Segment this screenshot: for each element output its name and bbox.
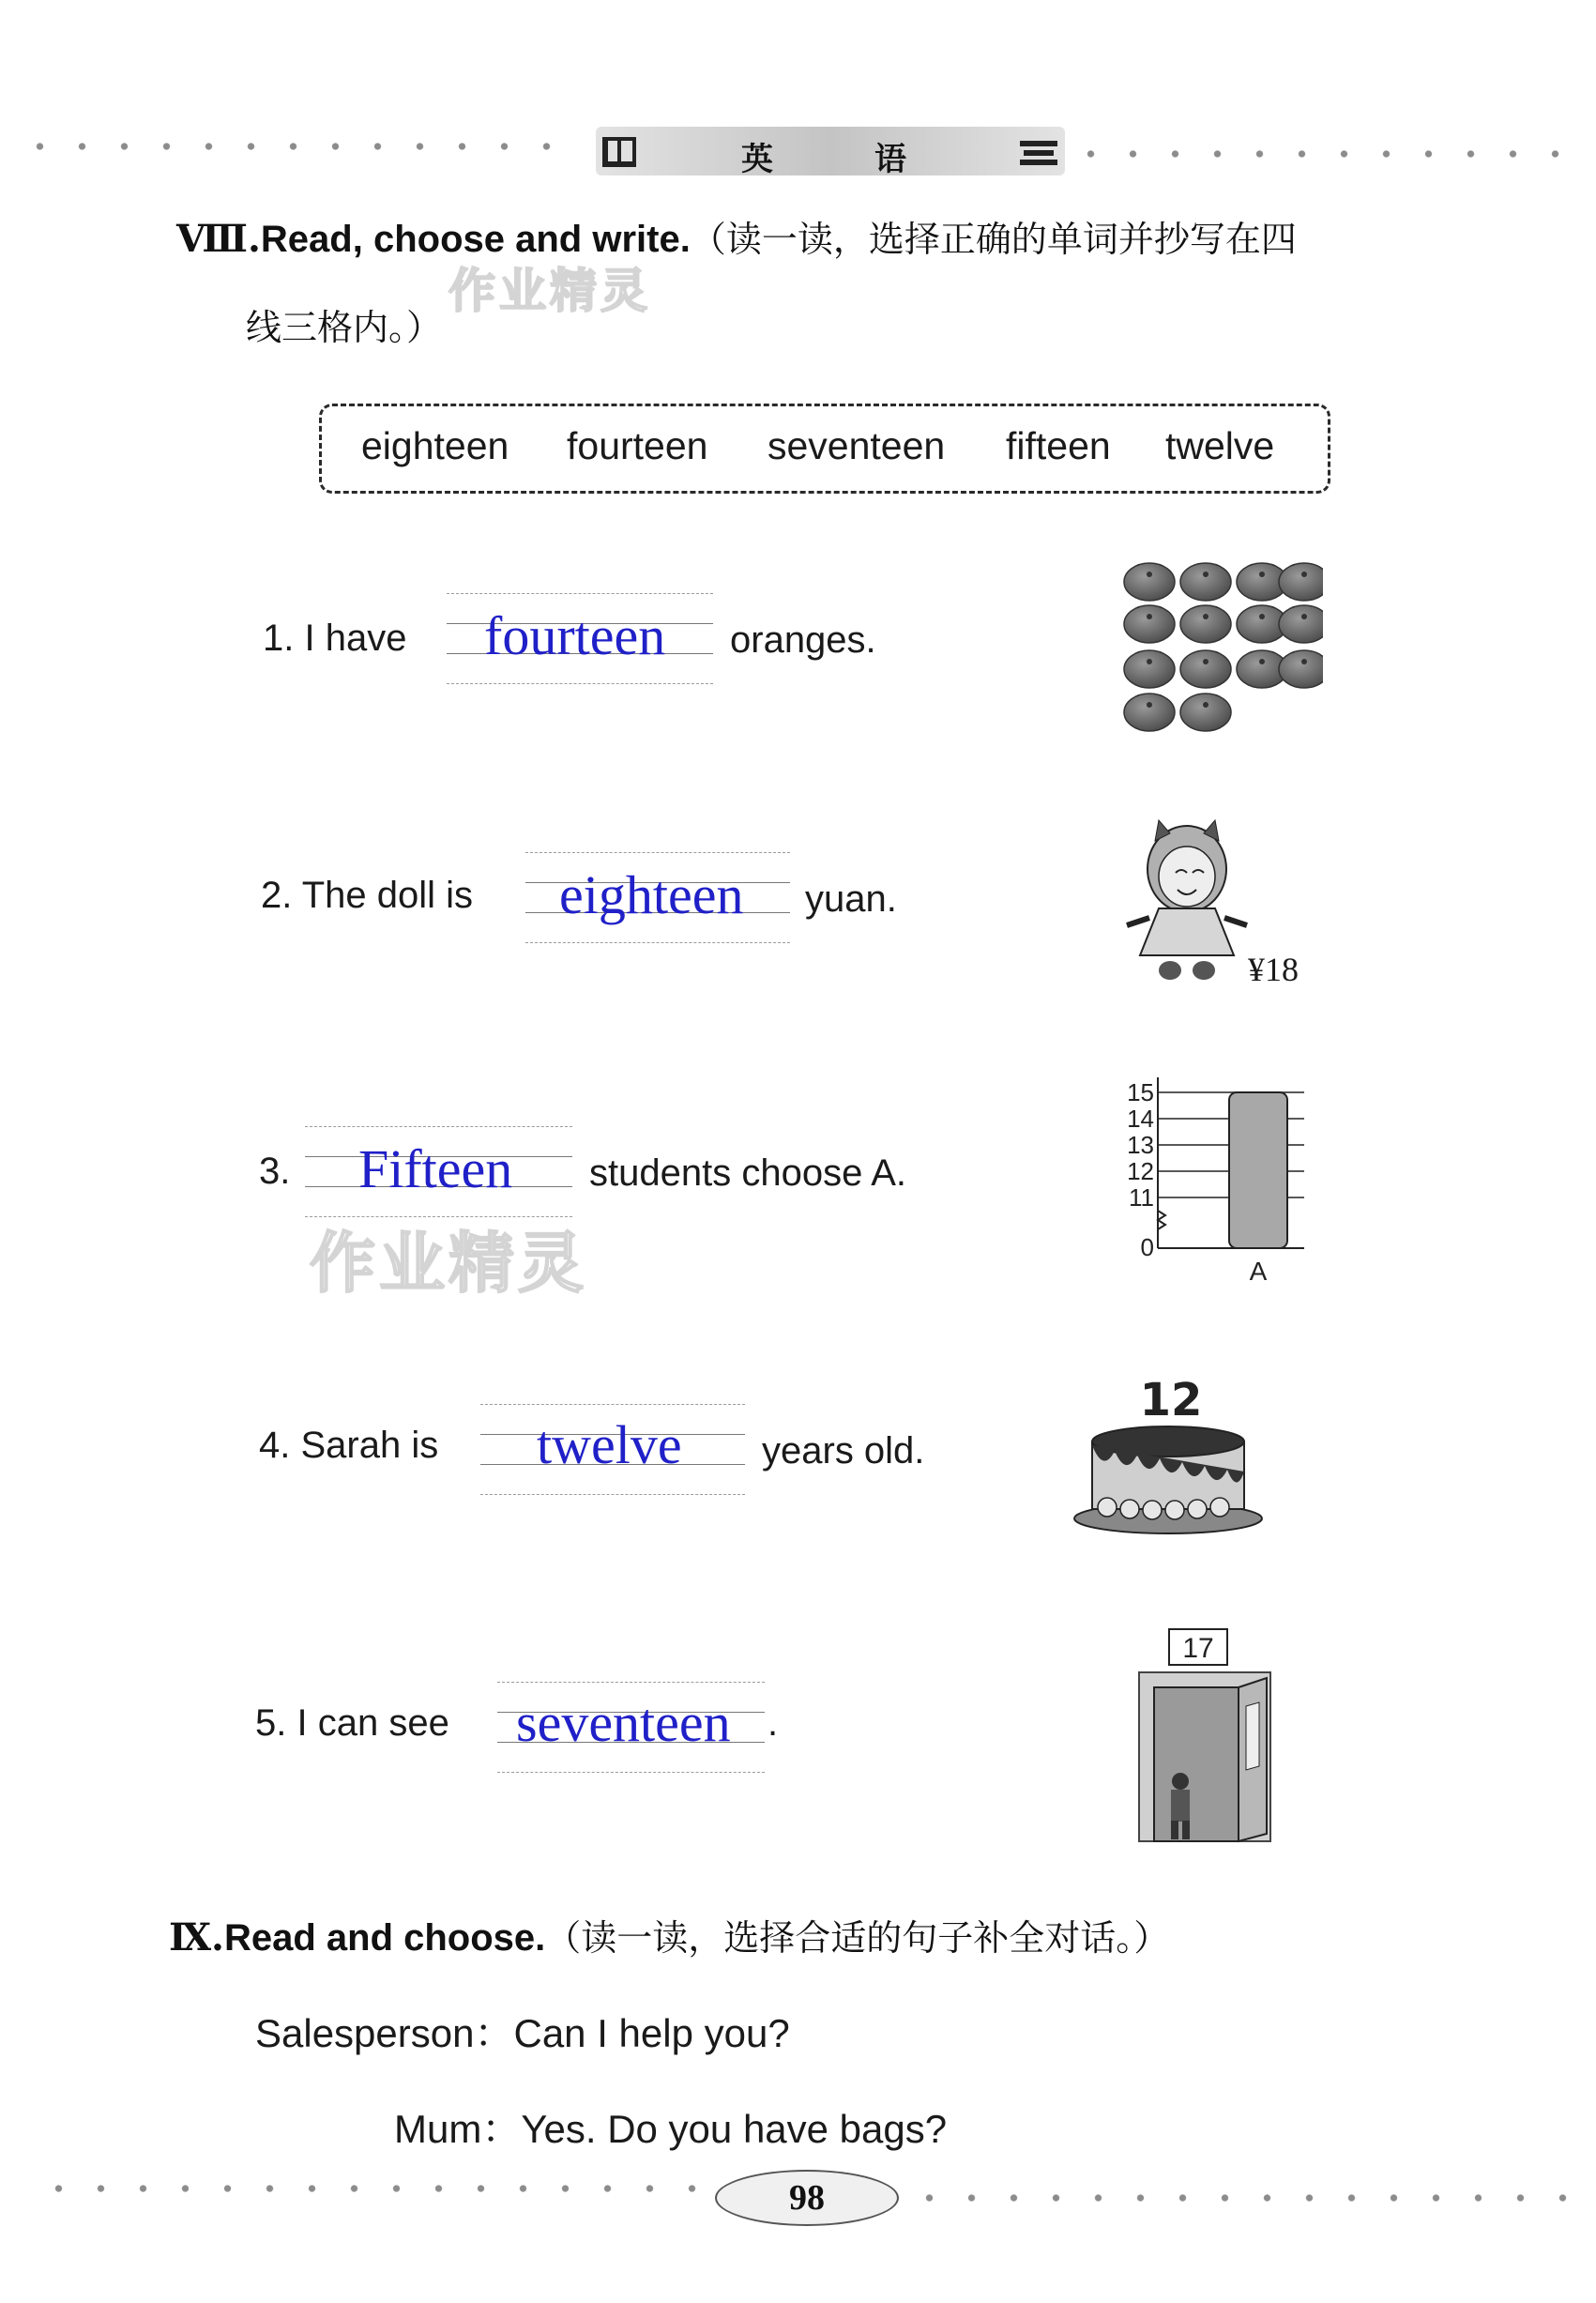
chart-tick-label: 14 [1127,1105,1154,1133]
question-text-before: I can see [296,1702,449,1744]
question-number: 1. [263,618,295,659]
footer-dots-left [38,2185,704,2192]
dialogue-text: Can I help you? [513,2011,790,2055]
section-8-numeral: Ⅷ. [176,217,261,261]
dialogue-line-2 [394,2098,947,2155]
answer-1: fourteen [484,605,666,666]
word-bank-item: seventeen [768,424,946,467]
price-tag: ¥18 [1248,951,1299,988]
dialogue-speaker: Mum： [394,2107,522,2151]
question-text-before: I have [304,618,407,659]
section-9-instruction: （读一读，选择合适的句子补全对话。） [545,1917,1170,1959]
question-4-after: years old. [762,1430,925,1472]
chart-tick-label: 12 [1127,1157,1154,1185]
question-4 [259,1425,438,1467]
header-subject-left: 英 [741,141,773,178]
question-3-after: students choose A. [589,1152,907,1194]
answer-2: eighteen [559,864,744,925]
section-9-title: Read and choose. [223,1917,546,1959]
dialogue-speaker: Salesperson： [255,2011,514,2055]
chart-tick-label: 13 [1127,1131,1154,1159]
chart-tick-label: 11 [1129,1183,1154,1212]
word-bank-item: fifteen [1006,424,1111,467]
header-dots-right [1070,150,1576,158]
cake-number: 12 [1139,1376,1203,1426]
pencil-box-icon [1018,137,1059,171]
question-1 [263,618,406,660]
header-dots-left [19,143,582,150]
page-number: 98 [715,2170,899,2226]
section-8-instruction: （读一读，选择正确的单词并抄写在四 [690,219,1297,260]
section-8-title: Read, choose and write. [260,219,691,260]
oranges-image [1079,558,1323,737]
question-5-after: . [768,1702,779,1744]
book-icon [600,131,640,171]
section-8-instruction-line2: 线三格内。） [246,307,443,348]
word-bank-item: twelve [1165,424,1275,467]
chart-category-label: A [1249,1257,1268,1286]
question-text-before: The doll is [301,875,474,916]
bar-chart-image [1107,1070,1314,1295]
dialogue-line-1 [255,2003,790,2059]
dialogue-text: Yes. Do you have bags? [521,2107,948,2151]
section-9-heading [169,1909,1169,1960]
header-banner [596,127,1065,175]
door-image [1135,1625,1276,1843]
section-8-heading [176,210,1297,262]
door-number: 17 [1182,1633,1214,1664]
answer-3: Fifteen [358,1138,513,1199]
chart-zero-label: 0 [1140,1233,1154,1261]
question-number: 2. [261,875,293,916]
word-bank-item: eighteen [361,424,509,467]
chart-tick-label: 15 [1127,1078,1154,1106]
question-text-before: Sarah is [300,1425,439,1466]
word-bank-item: fourteen [567,424,708,467]
question-2 [261,875,473,917]
question-number: 5. [255,1702,287,1744]
answer-5: seventeen [516,1692,731,1753]
question-number: 4. [259,1425,291,1466]
question-5 [255,1702,449,1745]
watermark-top: 作业精灵 [448,264,651,318]
doll-image [1121,815,1253,993]
birthday-cake-image [1070,1376,1267,1535]
question-3-number: 3. [259,1151,291,1192]
section-9-numeral: Ⅸ. [169,1915,224,1960]
question-1-after: oranges. [730,619,876,661]
answer-4: twelve [537,1414,682,1475]
question-2-after: yuan. [805,878,897,920]
footer-dots-right [908,2194,1574,2202]
watermark-middle: 作业精灵 [310,1225,587,1302]
header-subject-right: 语 [874,141,906,178]
